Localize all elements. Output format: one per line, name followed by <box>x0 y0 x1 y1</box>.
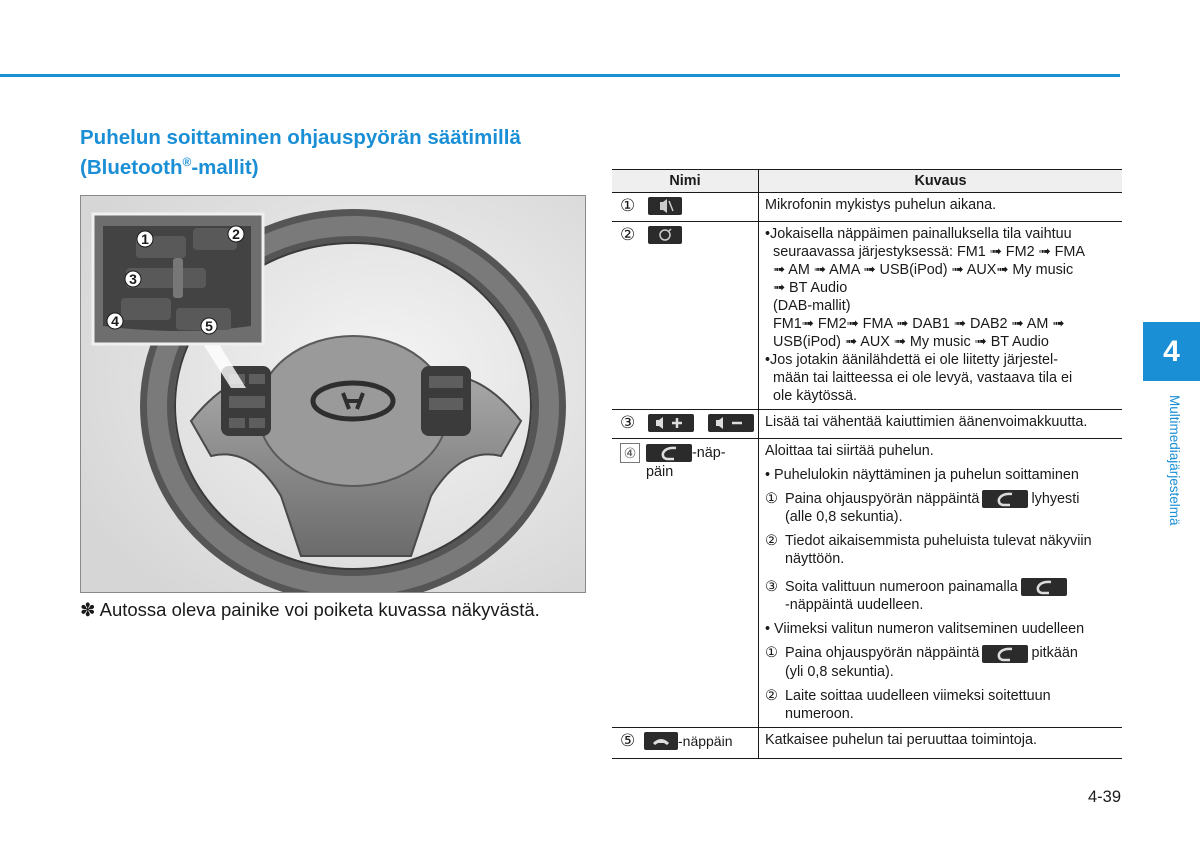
mic-mute-icon <box>648 197 682 215</box>
heading-line-1: Puhelun soittaminen ohjauspyörän säätimillä <box>80 126 521 149</box>
table-row <box>612 410 1122 439</box>
call-step-2 <box>765 532 1118 568</box>
chapter-tab: 4 <box>1143 322 1200 381</box>
heading-line-2-prefix: (Bluetooth <box>80 155 183 179</box>
step-text: näyttöön. <box>785 551 845 568</box>
table-row <box>612 727 1122 758</box>
step-text: Paina ohjauspyörän näppäintä <box>785 491 980 507</box>
disclaimer-note: ✽ Autossa oleva painike voi poiketa kuvassa näkyvästä. <box>80 599 540 620</box>
call-intro: Aloittaa tai siirtää puhelun. <box>765 443 934 459</box>
call-icon <box>646 444 692 462</box>
mode-bullet-1-line-4: ➟ BT Audio <box>773 280 848 296</box>
heading-line-2 <box>80 150 521 180</box>
section-heading <box>80 126 521 180</box>
callout-2: 2 <box>232 226 240 242</box>
call-icon <box>982 490 1028 508</box>
row-number: ③ <box>620 413 636 433</box>
mode-bullet-1-line-3: ➟ AM ➟ AMA ➟ USB(iPod) ➟ AUX➟ My music <box>773 262 1074 278</box>
header-kuvaus: Kuvaus <box>759 170 1123 193</box>
row-description <box>759 222 1123 410</box>
heading-line-2-suffix: -mallit) <box>191 155 259 179</box>
row-number: ⑤ <box>620 730 636 750</box>
step-text: lyhyesti <box>1031 491 1080 507</box>
steering-wheel-illustration <box>80 195 586 593</box>
step-text: (alle 0,8 sekuntia). <box>785 509 903 526</box>
callout-3: 3 <box>129 271 137 287</box>
step-number: ① <box>765 645 778 662</box>
registered-mark: ® <box>182 155 192 169</box>
call-step-1 <box>765 490 1118 526</box>
call-button-label-b: päin <box>646 464 674 480</box>
step-number: ② <box>765 533 778 550</box>
mode-bullet-1-line-6: FM1➟ FM2➟ FMA ➟ DAB1 ➟ DAB2 ➟ AM ➟ <box>773 316 1065 332</box>
step-text: numeroon. <box>785 705 854 722</box>
header-nimi: Nimi <box>612 170 759 193</box>
call-icon <box>1021 578 1067 596</box>
mode-bullet-1-line-7: USB(iPod) ➟ AUX ➟ My music ➟ BT Audio <box>773 334 1049 350</box>
row-description <box>759 439 1123 728</box>
step-text: pitkään <box>1031 645 1078 662</box>
mode-bullet-2-line-3: ole käytössä. <box>773 388 857 404</box>
call-icon <box>982 645 1028 663</box>
page-number: 4-39 <box>1088 788 1122 806</box>
step-text: Tiedot aikaisemmista puheluista tulevat näkyviin <box>785 533 1092 550</box>
callout-4: 4 <box>111 313 119 329</box>
row-number: ② <box>620 225 636 245</box>
mode-bullet-2-line-1: •Jos jotakin äänilähdettä ei ole liitetty järjestel- <box>765 352 1059 368</box>
mode-bullet-1-line-2: seuraavassa järjestyksessä: FM1 ➟ FM2 ➟ FMA <box>773 244 1086 260</box>
row-description: Lisää tai vähentää kaiuttimien äänenvoimakkuutta. <box>759 410 1123 439</box>
step-text: Laite soittaa uudelleen viimeksi soitettuun <box>785 687 1051 704</box>
step-text: (yli 0,8 sekuntia). <box>785 663 894 680</box>
volume-up-icon <box>648 414 694 432</box>
step-text: -näppäintä uudelleen. <box>785 597 924 614</box>
row-number: ④ <box>620 443 640 463</box>
mode-icon <box>648 226 682 244</box>
call-step-3 <box>765 578 1118 614</box>
call-bullet-1: • Puhelulokin näyttäminen ja puhelun soittaminen <box>765 467 1079 483</box>
section-label: Multimediajärjestelmä <box>1167 395 1182 526</box>
call-step-4 <box>765 644 1118 680</box>
row-description: Katkaisee puhelun tai peruuttaa toimintoja. <box>759 727 1123 758</box>
row-number: ① <box>620 196 636 216</box>
table-row <box>612 193 1122 222</box>
controls-table <box>612 169 1122 759</box>
table-row <box>612 439 1122 728</box>
step-number: ① <box>765 491 778 507</box>
mode-bullet-2-line-2: mään tai laitteessa ei ole levyä, vastaava tila ei <box>773 370 1073 386</box>
end-call-icon <box>644 732 678 750</box>
volume-down-icon <box>708 414 754 432</box>
table-row <box>612 222 1122 410</box>
callout-5: 5 <box>205 318 213 334</box>
step-text: Soita valittuun numeroon painamalla <box>785 579 1018 596</box>
step-number: ② <box>765 687 778 704</box>
callout-1: 1 <box>141 231 149 247</box>
step-text: Paina ohjauspyörän näppäintä <box>785 645 980 662</box>
top-rule <box>0 74 1120 77</box>
call-bullet-2: • Viimeksi valitun numeron valitseminen uudelleen <box>765 621 1085 638</box>
row-description: Mikrofonin mykistys puhelun aikana. <box>759 193 1123 222</box>
call-step-5 <box>765 687 1118 723</box>
step-number: ③ <box>765 579 778 596</box>
mode-bullet-1-line-5: (DAB-mallit) <box>773 298 851 314</box>
end-call-label: -näppäin <box>678 732 733 749</box>
mode-bullet-1-line-1: •Jokaisella näppäimen painalluksella tila vaihtuu <box>765 226 1072 242</box>
call-button-label-a: -näp- <box>692 445 726 461</box>
